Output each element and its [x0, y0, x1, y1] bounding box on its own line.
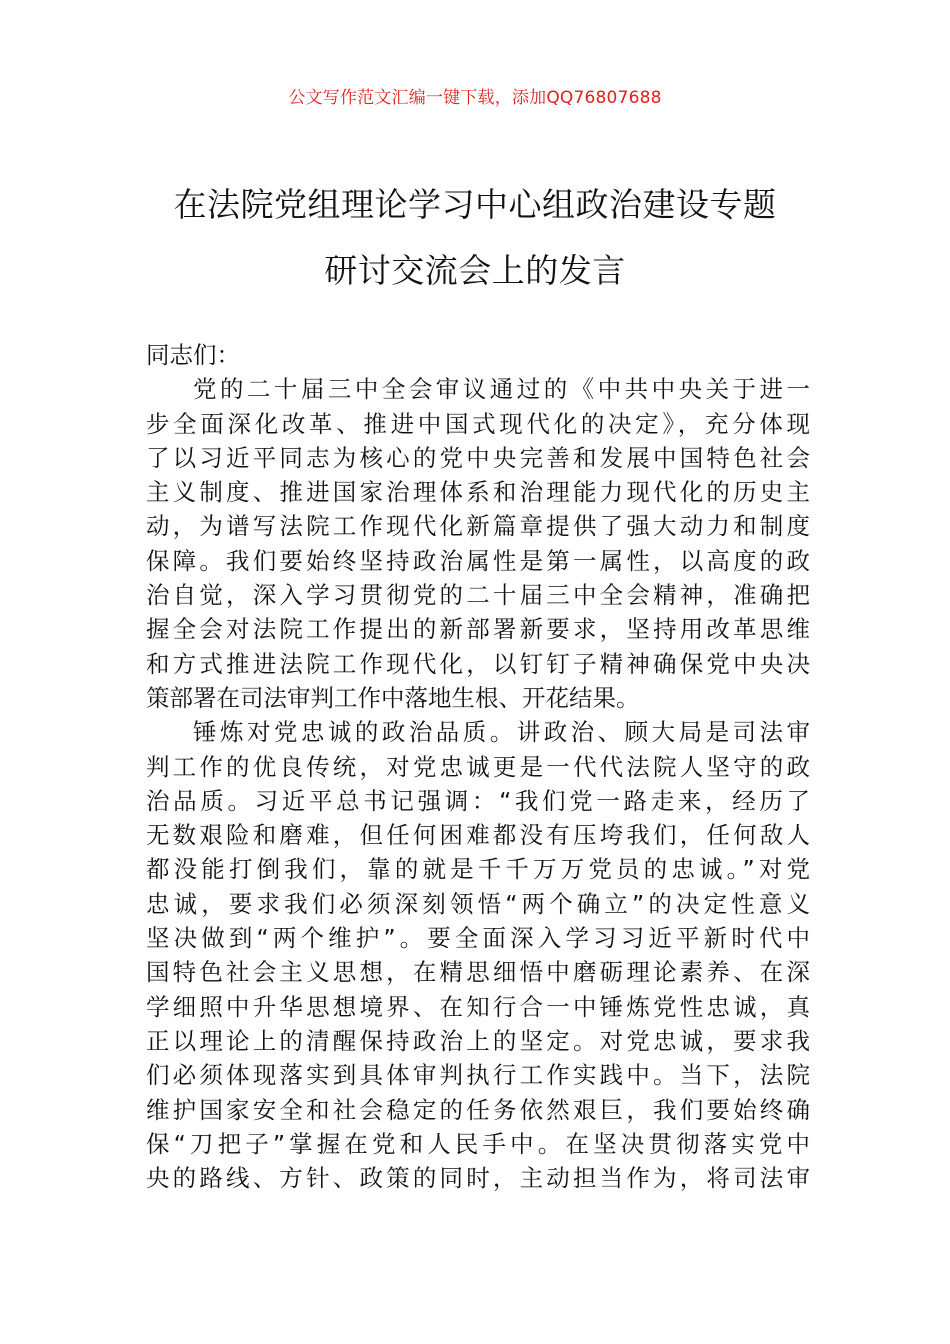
paragraph-line: 保“刀把子”掌握在党和人民手中。在坚决贯彻落实党中	[146, 1129, 810, 1158]
title-line: 在法院党组理论学习中心组政治建设专题	[173, 185, 777, 224]
document-body	[146, 338, 810, 1195]
paragraph-line: 保障。我们要始终坚持政治属性是第一属性，以高度的政	[146, 546, 810, 575]
paragraph-line: 忠诚，要求我们必须深刻领悟“两个确立”的决定性意义	[146, 889, 810, 918]
document-title	[100, 172, 850, 304]
paragraph-line: 策部署在司法审判工作中落地生根、开花结果。	[146, 683, 640, 712]
paragraph-line: 主义制度、推进国家治理体系和治理能力现代化的历史主	[146, 478, 810, 507]
download-notice: 公文写作范文汇编一键下载，添加QQ76807688	[288, 88, 662, 108]
paragraph-line: 学细照中升华思想境界、在知行合一中锤炼党性忠诚，真	[146, 992, 810, 1021]
paragraph-line: 维护国家安全和社会稳定的任务依然艰巨，我们要始终确	[146, 1095, 810, 1124]
paragraph-line: 央的路线、方针、政策的同时，主动担当作为，将司法审	[146, 1164, 810, 1193]
paragraph-2	[146, 715, 810, 1195]
paragraph-line: 握全会对法院工作提出的新部署新要求，坚持用改革思维	[146, 615, 810, 644]
paragraph-line: 判工作的优良传统，对党忠诚更是一代代法院人坚守的政	[146, 752, 810, 781]
paragraph-line: 动，为谱写法院工作现代化新篇章提供了强大动力和制度	[146, 512, 810, 541]
title-line: 研讨交流会上的发言	[324, 251, 626, 290]
paragraph-line: 了以习近平同志为核心的党中央完善和发展中国特色社会	[146, 443, 810, 472]
paragraph-line: 正以理论上的清醒保持政治上的坚定。对党忠诚，要求我	[146, 1026, 810, 1055]
paragraph-line: 党的二十届三中全会审议通过的《中共中央关于进一	[193, 375, 810, 404]
paragraph-line: 无数艰险和磨难，但任何困难都没有压垮我们，任何敌人	[146, 821, 810, 850]
paragraph-line: 们必须体现落实到具体审判执行工作实践中。当下，法院	[146, 1061, 810, 1090]
paragraph-1	[146, 372, 810, 715]
paragraph-line: 治品质。习近平总书记强调：“我们党一路走来，经历了	[146, 786, 810, 815]
paragraph-line: 国特色社会主义思想，在精思细悟中磨砺理论素养、在深	[146, 958, 810, 987]
paragraph-line: 步全面深化改革、推进中国式现代化的决定》，充分体现	[146, 409, 810, 438]
paragraph-line: 和方式推进法院工作现代化，以钉钉子精神确保党中央决	[146, 649, 810, 678]
paragraph-line: 坚决做到“两个维护”。要全面深入学习习近平新时代中	[146, 924, 810, 953]
paragraph-line: 锤炼对党忠诚的政治品质。讲政治、顾大局是司法审	[193, 718, 810, 747]
paragraph-line: 治自觉，深入学习贯彻党的二十届三中全会精神，准确把	[146, 581, 810, 610]
salutation: 同志们：	[146, 341, 240, 369]
paragraph-line: 都没能打倒我们，靠的就是千千万万党员的忠诚。”对党	[146, 855, 810, 884]
